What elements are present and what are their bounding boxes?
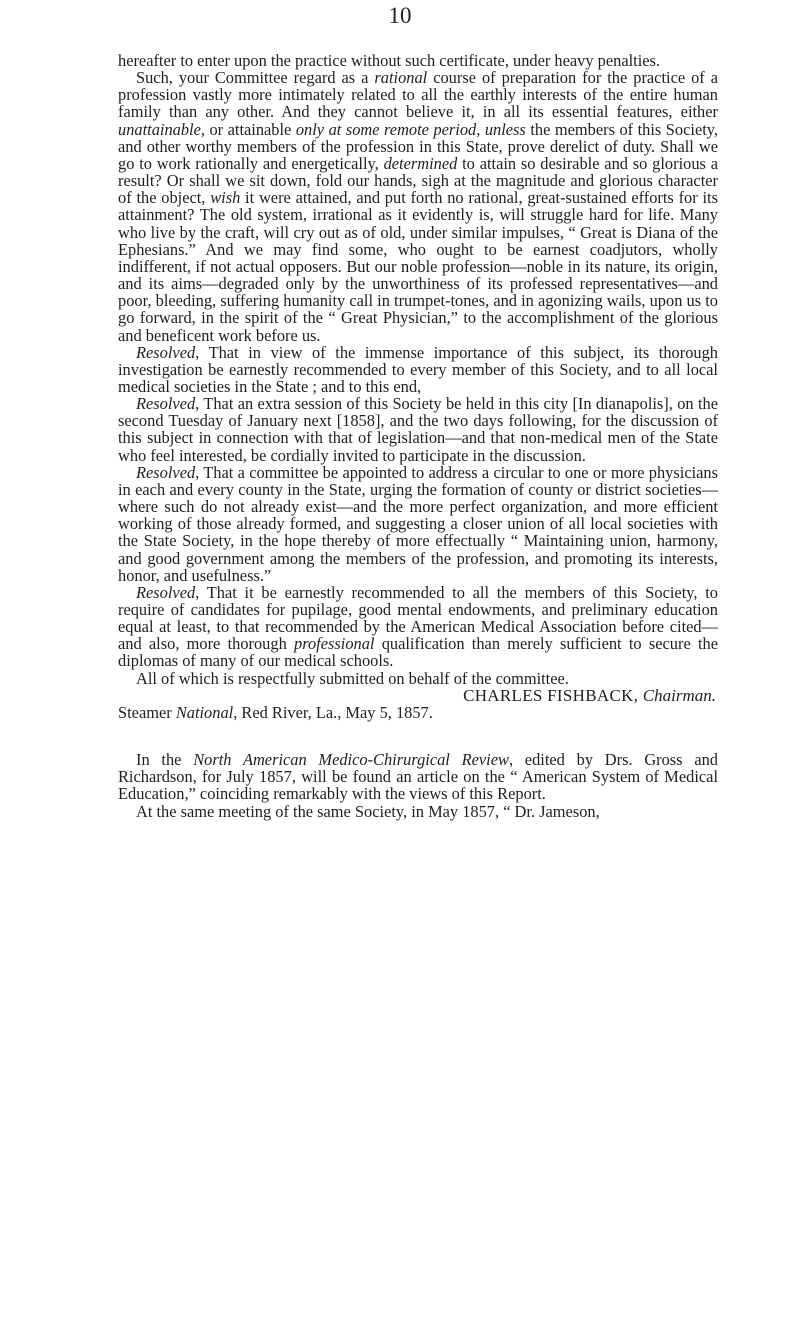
text-run: , or attainable [200, 119, 296, 139]
signature-title: Chairman. [642, 685, 716, 705]
italic-text: wish [210, 188, 241, 208]
text-run: it were attained, and put forth no rational, great-sustained efforts for its attainment? The old system, irrational as it evidently is, will struggle hard for life. Many who live by the craft, will cry out as of old, under similar impulses, “ Great is Diana of the Ephesians.” And we may find some, who ought to be earnest coadjutors, wholly indifferent, if not actual opposers. But our noble profession—noble in its nature, its origin, and its aims—degraded only by the unworthiness of its professed representatives—and poor, bleeding, suffering humanity call in trumpet-tones, and in agonizing wails, upon us to go forward, in the spirit of the “ Great Physician,” to the accomplishment of the glorious and beneficent work before us. [118, 188, 718, 345]
text-run: qualification than merely sufficient to secure the diplomas of many of our medical schools. [118, 634, 718, 671]
italic-text: professional [294, 634, 375, 654]
italic-text: Resolved [136, 462, 196, 482]
text-run: All of which is respectfully submitted on behalf of the committee. [136, 668, 569, 688]
signature-name: CHARLES FISHBACK, [463, 685, 639, 705]
italic-text: Resolved [136, 342, 196, 362]
text-run: hereafter to enter upon the practice without such certificate, under heavy penalties. [118, 51, 661, 70]
text-run: At the same meeting of the same Society, in May 1857, “ Dr. Jameson, [136, 801, 600, 821]
paragraph [118, 344, 718, 395]
italic-text: only at some remote period, unless [295, 119, 526, 139]
text-run: , That a committee be appointed to address a circular to one or more physicians in each and every county in the State, urging the formation of county or district societies—where such do not already exist—and the more perfect organization, and more efficient working of those already formed, and suggesting a closer union of all local societies with the State Society, in the hope thereby of more effectually “ Maintaining union, harmony, and good government among the members of the profession, and promoting its interests, honor, and usefulness.” [118, 462, 718, 585]
page-number: 10 [388, 3, 412, 28]
paragraph [118, 69, 718, 344]
dateline-rest: , Red River, La., May 5, 1857. [233, 702, 433, 722]
text-run: In the [136, 750, 194, 770]
text-run: Such, your Committee regard as a [136, 68, 375, 88]
text-run: , That in view of the immense importance of this subject, its thorough investigation be earnestly recommended to every member of this Society, and to all local medical societies in the State ; and to this end, [118, 342, 718, 396]
paragraph [118, 464, 718, 584]
signature [118, 687, 718, 704]
italic-text: determined [383, 153, 458, 173]
dateline-vessel: National [175, 702, 234, 722]
text-run: the members of this Society, and other worthy members of the profession in this State, prove derelict of duty. Shall we go to work rationally and energetically, [118, 119, 719, 173]
body-text [118, 52, 718, 820]
text-run: , That it be earnestly recommended to all the members of this Society, to require of candidates for pupilage, good mental endowments, and preliminary education equal at least, to that recommended by the American Medical Association before cited—and also, more thorough [118, 582, 718, 654]
text-run: to attain so desirable and so glorious a result? Or shall we sit down, fold our hands, sigh at the magnitude and glorious character of the object, [118, 153, 718, 208]
italic-text: Resolved [136, 394, 196, 414]
italic-text: North American Medico-Chirurgical Review [193, 750, 509, 770]
italic-text: unattainable [118, 119, 201, 139]
main-paragraphs [118, 52, 718, 687]
paragraph [118, 584, 718, 670]
dateline [118, 704, 718, 721]
paragraph [118, 395, 718, 464]
paragraph [118, 803, 718, 820]
dateline-prefix: Steamer [118, 702, 176, 722]
footer-paragraphs [118, 751, 718, 820]
italic-text: Resolved [136, 582, 196, 602]
text-run: course of preparation for the practice of a profession vastly more intimately related to all the earthly interests of the entire human family than any other. And they cannot believe it, in all its essential features, either [118, 68, 718, 122]
paragraph [118, 670, 718, 687]
paragraph [118, 52, 718, 69]
text-run: , That an extra session of this Society be held in this city [In dianapolis], on the second Tuesday of January next [1858], and the two days following, for the discussion of this subject in connection with that of legislation—and that non-medical men of the State who feel interested, be cordially invited to participate in the discussion. [118, 394, 718, 465]
paragraph [118, 751, 718, 802]
italic-text: rational [374, 68, 428, 88]
text-run: , edited by Drs. Gross and Richardson, for July 1857, will be found an article on the “ American System of Medical Education,” coinciding remarkably with the views of this Report. [118, 750, 718, 804]
section-gap [118, 721, 718, 751]
